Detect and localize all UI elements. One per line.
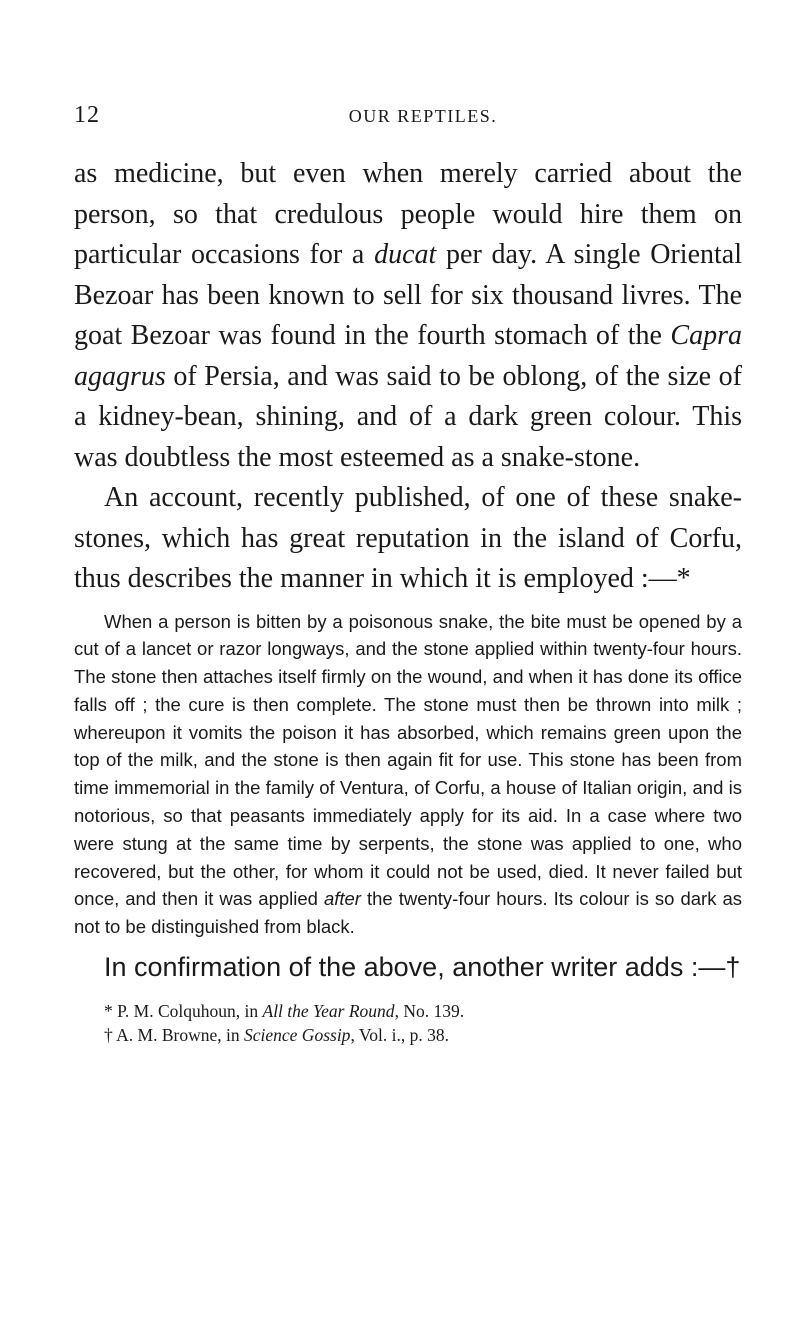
book-page	[74, 0, 742, 1047]
italic-term-after: after	[323, 888, 361, 910]
footnote-text: * P. M. Colquhoun, in	[104, 1001, 263, 1022]
body-text: of Persia, and was said to be oblong, of the size of a kidney-bean, shining, and of a dark green colour. This was doubtless the most esteemed as a snake-stone.	[74, 360, 742, 473]
body-paragraph-3: In confirmation of the above, another writer adds :—†	[104, 952, 741, 983]
footnote-source-title: All the Year Round	[262, 1001, 395, 1022]
extract-text: the twenty-four hours. Its colour is so dark as not to be distinguished from black.	[74, 888, 742, 938]
italic-term-capra-agagrus: Capra agagrus	[74, 320, 742, 392]
extract-text: When a person is bitten by a poisonous snake, the bite must be opened by a cut of a lancet or razor longways, and the stone applied within twenty-four hours. The stone then attaches itself firmly on the wound, and when it has done its office falls off ; the cure is then complete. The stone must then be thrown into milk ; whereupon it vomits the poison it has absorbed, which remains green upon the top of the milk, and the stone is then again fit for use. This stone has been from time immemorial in the family of Ventura, of Corfu, a house of Italian origin, and is notorious, so that peasants immediately apply for its aid. In a case where two were stung at the same time by serpents, the stone was applied to one, who recovered, but the other, for whom it could not be used, died. It never failed but once, and then it was applied	[74, 610, 742, 910]
footnote-1	[104, 999, 742, 1023]
running-head	[74, 92, 742, 136]
running-title: OUR REPTILES.	[348, 106, 498, 126]
body-text: as medicine, but even when merely carried about the person, so that credulous people would hire them on particular occasions for a	[74, 158, 742, 270]
footnote-text: † A. M. Browne, in	[104, 1025, 244, 1046]
body-text: per day. A single Oriental Bezoar has been known to sell for six thousand livres. The goat Bezoar was found in the fourth stomach of the	[74, 239, 742, 351]
italic-term-ducat: ducat	[374, 239, 437, 270]
footnotes	[74, 999, 742, 1047]
body-paragraph-2: An account, recently published, of one of these snake-stones, which has great reputation in the island of Corfu, thus describes the manner in which it is employed :—*	[74, 482, 742, 594]
quoted-extract	[74, 608, 742, 942]
body-paragraph-1	[74, 154, 742, 478]
page-number: 12	[74, 102, 100, 128]
footnote-text: , No. 139.	[394, 1001, 465, 1022]
footnote-source-title: Science Gossip	[244, 1025, 351, 1046]
footnote-text: , Vol. i., p. 38.	[350, 1025, 449, 1046]
footnote-2	[104, 1023, 742, 1047]
